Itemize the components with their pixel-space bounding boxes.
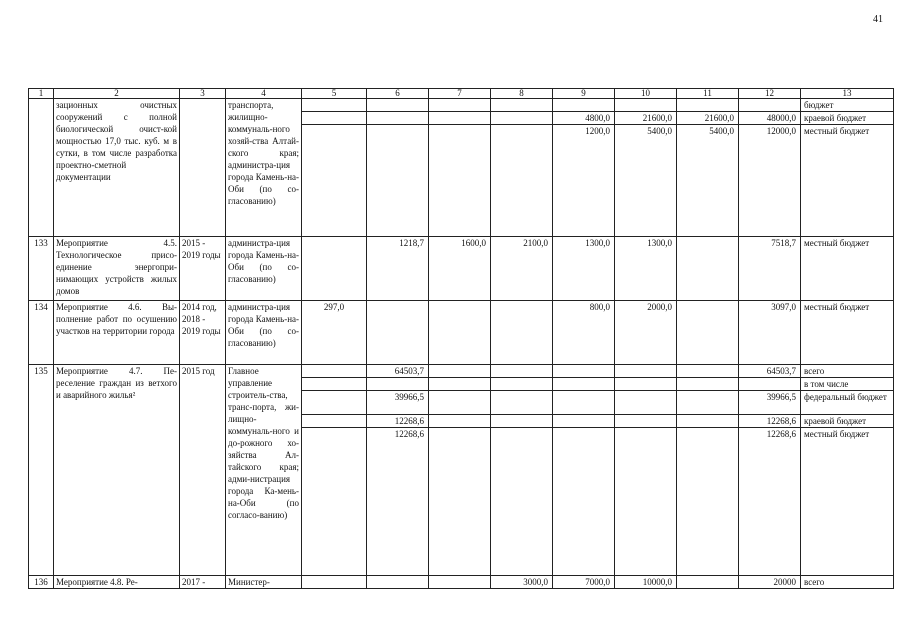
cell-c11 <box>677 378 739 391</box>
cell-c6 <box>367 99 429 112</box>
row-number <box>29 99 54 237</box>
funding-source: бюджет <box>801 99 894 112</box>
executor: транспорта, жилищно-коммуналь-ного хозяй-ства Алтай-ского края; администра-ция города Камень-на-Оби (по со-гласованию) <box>226 99 302 237</box>
funding-source: местный бюджет <box>801 428 894 576</box>
cell-c10: 21600,0 <box>615 112 677 125</box>
cell-c9 <box>553 391 615 415</box>
row-number: 135 <box>29 365 54 576</box>
cell-c8 <box>491 378 553 391</box>
cell-c11 <box>677 237 739 301</box>
funding-source: в том числе <box>801 378 894 391</box>
cell-c6: 1218,7 <box>367 237 429 301</box>
header-row <box>29 89 894 99</box>
cell-c7 <box>429 378 491 391</box>
cell-c6 <box>367 125 429 237</box>
cell-c7 <box>429 301 491 365</box>
cell-c10 <box>615 428 677 576</box>
column-header: 9 <box>553 89 615 99</box>
cell-c7: 1600,0 <box>429 237 491 301</box>
row-number: 134 <box>29 301 54 365</box>
cell-c10 <box>615 378 677 391</box>
cell-c5 <box>302 237 367 301</box>
measure-name: Мероприятие 4.5. Технологическое присо-единение энергопри-нимающих устройств жилых домов <box>54 237 180 301</box>
funding-source: краевой бюджет <box>801 415 894 428</box>
cell-c6: 39966,5 <box>367 391 429 415</box>
executor: Министер- <box>226 576 302 589</box>
column-header: 5 <box>302 89 367 99</box>
cell-c5: 297,0 <box>302 301 367 365</box>
measure-name: Мероприятие 4.8. Ре- <box>54 576 180 589</box>
term: 2017 - <box>180 576 226 589</box>
funding-source: всего <box>801 576 894 589</box>
column-header: 1 <box>29 89 54 99</box>
cell-c11 <box>677 365 739 378</box>
executor: администра-ция города Камень-на-Оби (по со-гласованию) <box>226 237 302 301</box>
cell-c7 <box>429 391 491 415</box>
cell-c8 <box>491 365 553 378</box>
budget-table <box>28 88 894 589</box>
cell-c10 <box>615 415 677 428</box>
cell-c6 <box>367 378 429 391</box>
cell-c11 <box>677 415 739 428</box>
term: 2015 - 2019 годы <box>180 237 226 301</box>
cell-c11 <box>677 428 739 576</box>
table-row <box>29 576 894 589</box>
cell-c9 <box>553 99 615 112</box>
column-header: 6 <box>367 89 429 99</box>
cell-c11 <box>677 391 739 415</box>
cell-c9 <box>553 428 615 576</box>
executor: Главное управление строитель-ства, транс-порта, жи-лищно-коммуналь-ного и до-рожного хо-зяйства Ал-тайского края; адми-нистрация города Ка-мень-на-Оби (по согласо-ванию) <box>226 365 302 576</box>
cell-c8 <box>491 112 553 125</box>
column-header: 11 <box>677 89 739 99</box>
cell-c11 <box>677 576 739 589</box>
row-number: 136 <box>29 576 54 589</box>
cell-c7 <box>429 365 491 378</box>
cell-c10: 5400,0 <box>615 125 677 237</box>
cell-c9: 1300,0 <box>553 237 615 301</box>
cell-c7 <box>429 576 491 589</box>
cell-c9: 4800,0 <box>553 112 615 125</box>
cell-c5 <box>302 428 367 576</box>
column-header: 3 <box>180 89 226 99</box>
executor: администра-ция города Камень-на-Оби (по со-гласованию) <box>226 301 302 365</box>
cell-c12: 12268,6 <box>739 415 801 428</box>
cell-c6 <box>367 576 429 589</box>
funding-source: местный бюджет <box>801 301 894 365</box>
cell-c6: 12268,6 <box>367 428 429 576</box>
cell-c8: 3000,0 <box>491 576 553 589</box>
cell-c12: 7518,7 <box>739 237 801 301</box>
table-row <box>29 237 894 301</box>
cell-c10: 1300,0 <box>615 237 677 301</box>
cell-c6: 12268,6 <box>367 415 429 428</box>
cell-c10: 10000,0 <box>615 576 677 589</box>
cell-c7 <box>429 112 491 125</box>
table-row <box>29 365 894 378</box>
cell-c9: 7000,0 <box>553 576 615 589</box>
funding-source: краевой бюджет <box>801 112 894 125</box>
measure-name: зационных очистных сооружений с полной биологической очист-кой мощностью 17,0 тыс. куб. м в сутки, в том числе разработка проектно-сметной документации <box>54 99 180 237</box>
cell-c11 <box>677 99 739 112</box>
column-header: 2 <box>54 89 180 99</box>
cell-c9 <box>553 365 615 378</box>
cell-c7 <box>429 125 491 237</box>
table-row <box>29 301 894 365</box>
cell-c9 <box>553 415 615 428</box>
cell-c7 <box>429 428 491 576</box>
cell-c11: 21600,0 <box>677 112 739 125</box>
cell-c8 <box>491 301 553 365</box>
cell-c5 <box>302 365 367 378</box>
cell-c5 <box>302 415 367 428</box>
cell-c12: 20000 <box>739 576 801 589</box>
term: 2014 год, 2018 - 2019 годы <box>180 301 226 365</box>
column-header: 8 <box>491 89 553 99</box>
column-header: 13 <box>801 89 894 99</box>
cell-c9: 800,0 <box>553 301 615 365</box>
cell-c6 <box>367 112 429 125</box>
funding-source: всего <box>801 365 894 378</box>
cell-c8 <box>491 125 553 237</box>
cell-c12: 39966,5 <box>739 391 801 415</box>
page-number: 41 <box>873 14 883 25</box>
term: 2015 год <box>180 365 226 576</box>
cell-c8 <box>491 99 553 112</box>
cell-c11 <box>677 301 739 365</box>
cell-c5 <box>302 125 367 237</box>
cell-c5 <box>302 378 367 391</box>
measure-name: Мероприятие 4.7. Пе-реселение граждан из ветхого и аварийного жилья² <box>54 365 180 576</box>
cell-c9 <box>553 378 615 391</box>
cell-c12: 48000,0 <box>739 112 801 125</box>
cell-c12: 3097,0 <box>739 301 801 365</box>
cell-c10: 2000,0 <box>615 301 677 365</box>
cell-c5 <box>302 99 367 112</box>
column-header: 10 <box>615 89 677 99</box>
cell-c6 <box>367 301 429 365</box>
funding-source: местный бюджет <box>801 237 894 301</box>
cell-c8 <box>491 391 553 415</box>
cell-c5 <box>302 576 367 589</box>
column-header: 12 <box>739 89 801 99</box>
column-header: 7 <box>429 89 491 99</box>
cell-c5 <box>302 112 367 125</box>
cell-c12: 12000,0 <box>739 125 801 237</box>
cell-c10 <box>615 391 677 415</box>
cell-c6: 64503,7 <box>367 365 429 378</box>
table-row <box>29 99 894 112</box>
cell-c12 <box>739 378 801 391</box>
cell-c12: 64503,7 <box>739 365 801 378</box>
cell-c10 <box>615 99 677 112</box>
cell-c7 <box>429 99 491 112</box>
cell-c11: 5400,0 <box>677 125 739 237</box>
cell-c12 <box>739 99 801 112</box>
measure-name: Мероприятие 4.6. Вы-полнение работ по осушению участков на территории города <box>54 301 180 365</box>
cell-c8: 2100,0 <box>491 237 553 301</box>
funding-source: местный бюджет <box>801 125 894 237</box>
cell-c8 <box>491 428 553 576</box>
funding-source: федеральный бюджет <box>801 391 894 415</box>
cell-c12: 12268,6 <box>739 428 801 576</box>
row-number: 133 <box>29 237 54 301</box>
cell-c9: 1200,0 <box>553 125 615 237</box>
column-header: 4 <box>226 89 302 99</box>
cell-c5 <box>302 391 367 415</box>
cell-c8 <box>491 415 553 428</box>
cell-c7 <box>429 415 491 428</box>
cell-c10 <box>615 365 677 378</box>
term <box>180 99 226 237</box>
